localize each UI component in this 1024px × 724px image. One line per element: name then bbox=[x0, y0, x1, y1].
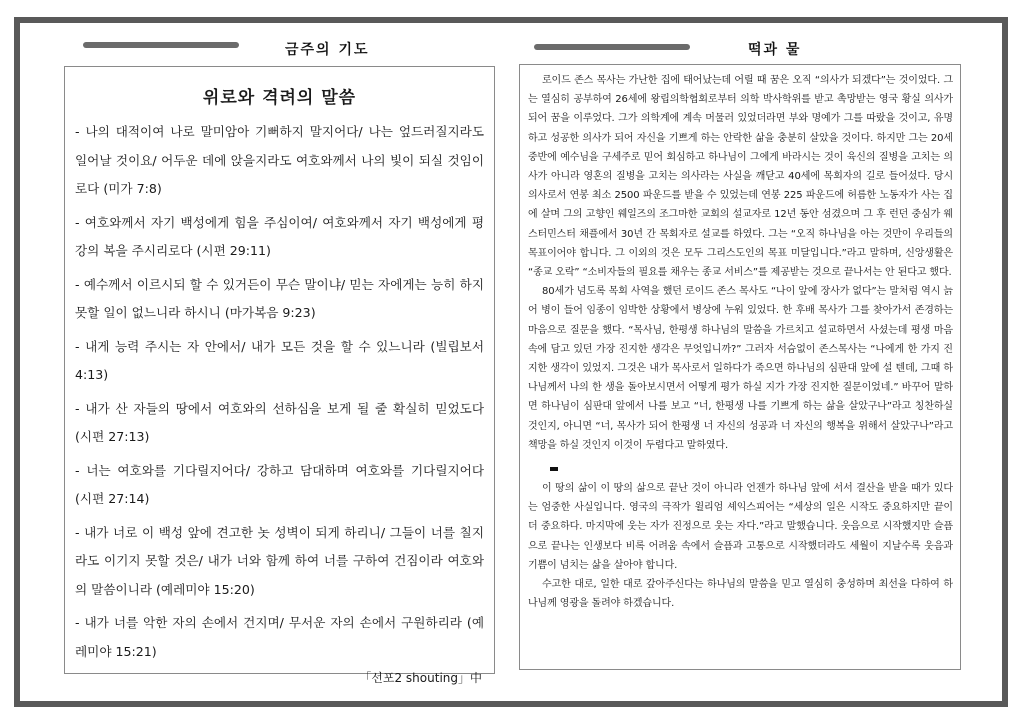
essay-paragraph: 수고한 대로, 일한 대로 갚아주신다는 하나님의 말씀을 믿고 열심히 충성하며 최선을 다하여 하나님께 영광을 돌려야 하겠습니다. bbox=[528, 579, 953, 610]
section-marker bbox=[550, 467, 558, 471]
scripture-heading: 위로와 격려의 말씀 bbox=[202, 88, 357, 108]
right-column-title: 떡과 물 bbox=[748, 42, 802, 58]
section-break bbox=[528, 455, 953, 479]
scripture-box bbox=[64, 66, 495, 685]
left-column-title: 금주의 기도 bbox=[285, 42, 370, 58]
verse-item: - 예수께서 이르시되 할 수 있거든이 무슨 말이냐/ 믿는 자에게는 능히 하지 못할 일이 없느니라 하시니 (마가복음 9:23) bbox=[75, 276, 484, 320]
left-title-bar bbox=[83, 42, 239, 48]
right-title-bar bbox=[534, 44, 690, 50]
verse-item: - 나의 대적이여 나로 말미암아 기뻐하지 말지어다/ 나는 엎드러질지라도 일어날 것이요/ 어두운 데에 앉을지라도 여호와께서 나의 빛이 되실 것임이로다 (미가 7:8) bbox=[75, 124, 484, 196]
verse-item: - 내가 너를 악한 자의 손에서 건지며/ 무서운 자의 손에서 구원하리라 (예레미야 15:21) bbox=[75, 615, 484, 659]
source-credit: 「선포2 shouting」中 bbox=[359, 671, 482, 685]
essay-paragraph: 로이드 존스 목사는 가난한 집에 태어났는데 어릴 때 꿈은 오직 “의사가 되겠다”는 것이었다. 그는 열심히 공부하여 26세에 왕립의학협회로부터 의학 박사학위를 받고 촉망받는 영국 황실 의사가 되어 꿈을 이루었다. 그가 의학계에 계속 머물러 있었더라면 부와 명예가 그를 따랐을 것이고, 유명하고 성공한 의사가 되어 자신을 기쁘게 하는 안락한 삶을 충분히 살았을 것이다. 하지만 그는 20세 중반에 예수님을 구세주로 믿어 회심하고 하나님이 그에게 바라시는 것이 육신의 질병을 고치는 의사가 아니라 영혼의 질병을 고치는 의사라는 사실을 깨닫고 40세에 목회자의 길로 들어섰다. 당시 의사로서 연봉 최소 2500 파운드를 받을 수 있었는데 연봉 225 파운드에 허름한 노동자가 사는 집에 살며 그의 고향인 웨일즈의 조그마한 교회의 설교자로 12년 동안 섬겼으며 그 후 런던 중심가 웨스터민스터 채플에서 30년 간 목회자로 설교를 하였다. 그는 “오직 하나님을 아는 것만이 우리들의 목표이어야 합니다. 그 이외의 것은 모두 그리스도인의 목표 미달입니다.”라고 말하며, 신앙생활은 “종교 오락” “소비자들의 필요를 채우는 종교 서비스”를 제공받는 것으로 끝나서는 안 된다고 했다. bbox=[528, 75, 953, 279]
verse-item: - 내가 너로 이 백성 앞에 견고한 놋 성벽이 되게 하리니/ 그들이 너를 칠지라도 이기지 못할 것은/ 내가 너와 함께 하여 너를 구하여 건짐이라 여호와의 말씀이니라 (예레미야 15:20) bbox=[75, 524, 484, 597]
verse-item: - 내가 산 자들의 땅에서 여호와의 선하심을 보게 될 줄 확실히 믿었도다 (시편 27:13) bbox=[75, 400, 484, 444]
verse-item: - 내게 능력 주시는 자 안에서/ 내가 모든 것을 할 수 있느니라 (빌립보서 4:13) bbox=[75, 338, 484, 382]
verse-item: - 여호와께서 자기 백성에게 힘을 주심이여/ 여호와께서 자기 백성에게 평강의 복을 주시리로다 (시편 29:11) bbox=[75, 214, 484, 258]
verse-item: - 너는 여호와를 기다릴지어다/ 강하고 담대하며 여호와를 기다릴지어다 (시편 27:14) bbox=[75, 462, 484, 506]
essay-box bbox=[519, 64, 961, 670]
essay-paragraph: 80세가 넘도록 목회 사역을 했던 로이드 존스 목사도 “나이 앞에 장사가 없다”는 말처럼 역시 늙어 병이 들어 임종이 임박한 상황에서 병상에 누워 있었다. 한 후배 목사가 그를 찾아가서 존경하는 마음으로 질문을 했다. “목사님, 한평생 하나님의 말씀을 가르치고 설교하면서 사셨는데 평생 마음속에 담고 있던 가장 진지한 생각은 무엇입니까?” 그러자 서슴없이 존스목사는 “나에게 한 가지 진지한 생각이 있었지. 그것은 내가 목사로서 일하다가 죽으면 하나님의 심판대 앞에 설 텐데, 그때 하나님께서 나의 한 생을 돌아보시면서 어떻게 평가 하실 지가 가장 진지한 질문이었네.” 바꾸어 말하면 하나님이 심판대 앞에서 나를 보고 “너, 한평생 나를 기쁘게 하는 삶을 살았구나”라고 칭찬하실 것인지, 아니면 “너, 목사가 되어 한평생 너 자신의 성공과 너 자신의 행복을 위해서 살았구나”라고 책망을 하실 것인지 이것이 두렵다고 말하였다. bbox=[528, 286, 953, 451]
essay-paragraph: 이 땅의 삶이 이 땅의 삶으로 끝난 것이 아니라 언젠가 하나님 앞에 서서 결산을 받을 때가 있다는 엄중한 사실입니다. 영국의 극작가 윌리엄 셰익스피어는 “세상의 일은 시작도 중요하지만 끝이 더 중요하다. 마지막에 웃는 자가 진정으로 웃는 자다.”라고 말했습니다. 웃음으로 시작했지만 슬픔으로 끝나는 인생보다 비록 어려움 속에서 슬픔과 고통으로 시작했더라도 세월이 지날수록 웃음과 기쁨이 넘치는 삶을 살아야 합니다. bbox=[528, 483, 953, 571]
